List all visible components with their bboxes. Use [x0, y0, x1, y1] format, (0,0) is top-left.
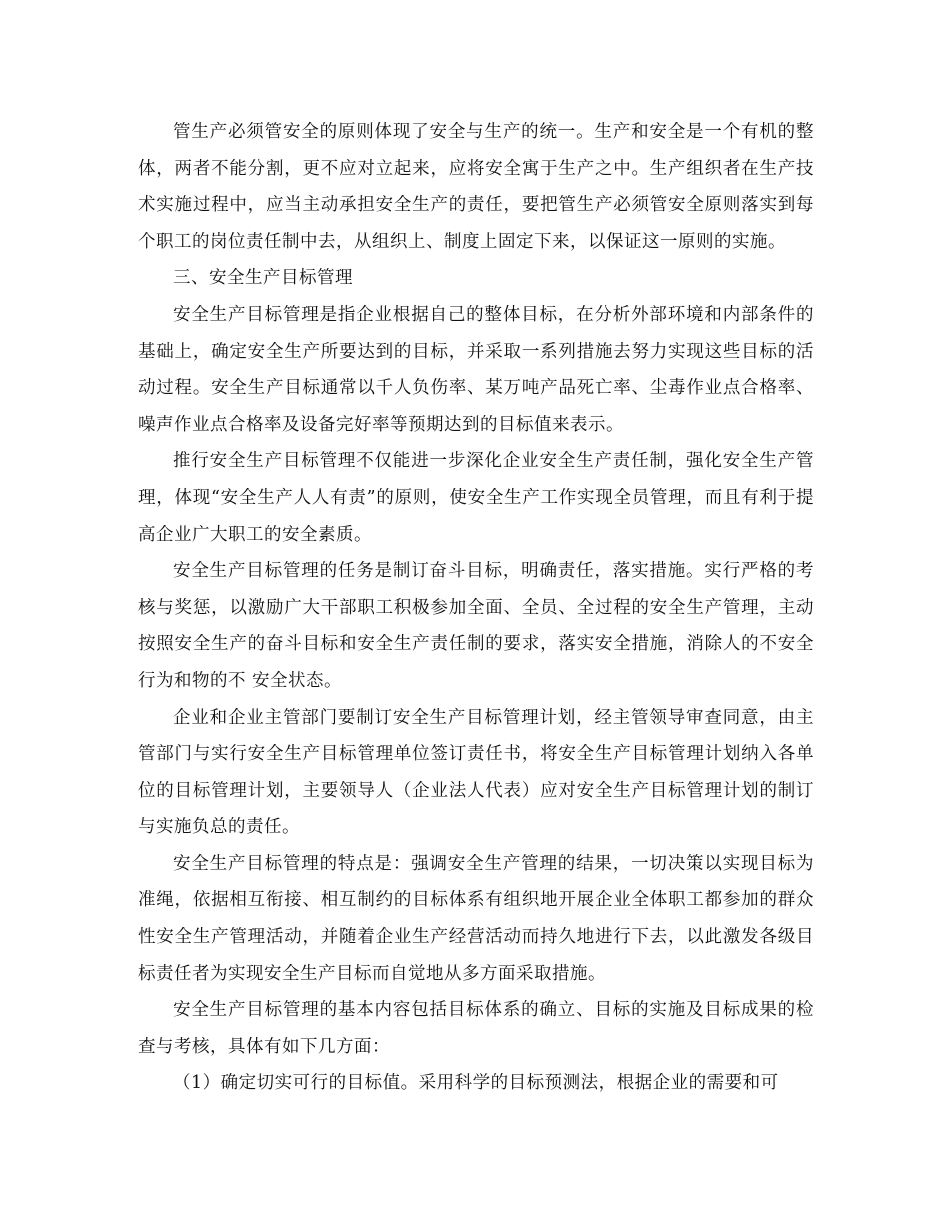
list-item: （1）确定切实可行的目标值。采用科学的目标预测法，根据企业的需要和可: [173, 1073, 779, 1094]
paragraph-contents: 安全生产目标管理的基本内容包括目标体系的确立、目标的实施及目标成果的检查与考核，具体有如下几方面：: [138, 1000, 814, 1057]
paragraph-features: 安全生产目标管理的特点是：强调安全生产管理的结果，一切决策以实现目标为准绳，依据相互衔接、相互制约的目标体系有组织地开展企业全体职工都参加的群众性安全生产管理活动，并随着企业生产经营活动而持久地进行下去，以此激发各级目标责任者为实现安全生产目标而自觉地从多方面采取措施。: [138, 853, 814, 984]
paragraph-tasks: 安全生产目标管理的任务是制订奋斗目标，明确责任，落实措施。实行严格的考核与奖惩，以激励广大干部职工积极参加全面、全员、全过程的安全生产管理，主动按照安全生产的奋斗目标和安全生产责任制的要求，落实安全措施，消除人的不安全行为和物的不 安全状态。: [138, 561, 814, 691]
paragraph-definition: 安全生产目标管理是指企业根据自己的整体目标，在分析外部环境和内部条件的基础上，确定安全生产所要达到的目标，并采取一系列措施去努力实现这些目标的活动过程。安全生产目标通常以千人负伤率、某万吨产品死亡率、尘毒作业点合格率、噪声作业点合格率及设备完好率等预期达到的目标值来表示。: [138, 304, 814, 435]
section-heading: 三、安全生产目标管理: [173, 268, 353, 289]
paragraph-safety-principle: 管生产必须管安全的原则体现了安全与生产的统一。生产和安全是一个有机的整体，两者不能分割，更不应对立起来，应将安全寓于生产之中。生产组织者在生产技术实施过程中，应当主动承担安全生产的责任，要把管生产必须管安全原则落实到每个职工的岗位责任制中去，从组织上、制度上固定下来，以保证这一原则的实施。: [138, 122, 814, 252]
document-body: [138, 114, 814, 1102]
paragraph-benefits: 推行安全生产目标管理不仅能进一步深化企业安全生产责任制，强化安全生产管理，体现“安全生产人人有责”的原则，使安全生产工作实现全员管理，而且有利于提高企业广大职工的安全素质。: [138, 451, 814, 545]
paragraph-plan: 企业和企业主管部门要制订安全生产目标管理计划，经主管领导审查同意，由主管部门与实行安全生产目标管理单位签订责任书，将安全生产目标管理计划纳入各单位的目标管理计划，主要领导人（企业法人代表）应对安全生产目标管理计划的制订与实施负总的责任。: [138, 707, 814, 838]
